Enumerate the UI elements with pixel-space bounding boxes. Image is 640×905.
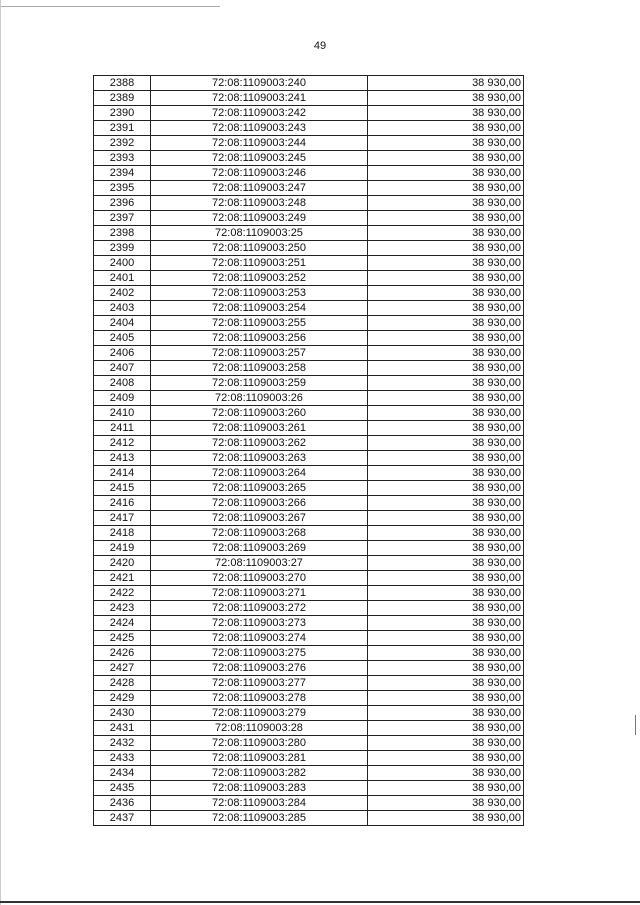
cadastral-number-cell: 72:08:1109003:240 [151, 76, 368, 91]
cadastral-number-cell: 72:08:1109003:284 [151, 796, 368, 811]
cadastral-number-cell: 72:08:1109003:253 [151, 286, 368, 301]
table-row [94, 571, 524, 586]
table-row [94, 406, 524, 421]
cadastral-number-cell: 72:08:1109003:281 [151, 751, 368, 766]
table-row [94, 781, 524, 796]
amount-cell: 38 930,00 [368, 736, 524, 751]
amount-cell: 38 930,00 [368, 586, 524, 601]
cadastral-number-cell: 72:08:1109003:267 [151, 511, 368, 526]
amount-cell: 38 930,00 [368, 421, 524, 436]
amount-cell: 38 930,00 [368, 751, 524, 766]
table-row [94, 556, 524, 571]
amount-cell: 38 930,00 [368, 256, 524, 271]
amount-cell: 38 930,00 [368, 121, 524, 136]
table-row [94, 766, 524, 781]
cadastral-number-cell: 72:08:1109003:25 [151, 226, 368, 241]
table-row [94, 706, 524, 721]
cadastral-number-cell: 72:08:1109003:276 [151, 661, 368, 676]
row-index-cell: 2423 [94, 601, 151, 616]
amount-cell: 38 930,00 [368, 571, 524, 586]
amount-cell: 38 930,00 [368, 406, 524, 421]
table-row [94, 616, 524, 631]
row-index-cell: 2397 [94, 211, 151, 226]
cadastral-number-cell: 72:08:1109003:260 [151, 406, 368, 421]
row-index-cell: 2426 [94, 646, 151, 661]
scan-edge-bottom [0, 901, 640, 903]
amount-cell: 38 930,00 [368, 376, 524, 391]
cadastral-number-cell: 72:08:1109003:270 [151, 571, 368, 586]
row-index-cell: 2402 [94, 286, 151, 301]
table-row [94, 76, 524, 91]
amount-cell: 38 930,00 [368, 316, 524, 331]
row-index-cell: 2388 [94, 76, 151, 91]
row-index-cell: 2413 [94, 451, 151, 466]
row-index-cell: 2430 [94, 706, 151, 721]
amount-cell: 38 930,00 [368, 631, 524, 646]
amount-cell: 38 930,00 [368, 781, 524, 796]
row-index-cell: 2408 [94, 376, 151, 391]
table-row [94, 421, 524, 436]
row-index-cell: 2436 [94, 796, 151, 811]
cadastral-number-cell: 72:08:1109003:283 [151, 781, 368, 796]
row-index-cell: 2410 [94, 406, 151, 421]
table-row [94, 166, 524, 181]
row-index-cell: 2393 [94, 151, 151, 166]
cadastral-number-cell: 72:08:1109003:282 [151, 766, 368, 781]
scan-edge-left [0, 0, 1, 905]
cadastral-number-cell: 72:08:1109003:248 [151, 196, 368, 211]
table-row [94, 391, 524, 406]
amount-cell: 38 930,00 [368, 226, 524, 241]
table-row [94, 586, 524, 601]
table-row [94, 181, 524, 196]
row-index-cell: 2422 [94, 586, 151, 601]
row-index-cell: 2415 [94, 481, 151, 496]
cadastral-number-cell: 72:08:1109003:262 [151, 436, 368, 451]
cadastral-number-cell: 72:08:1109003:264 [151, 466, 368, 481]
cadastral-number-cell: 72:08:1109003:247 [151, 181, 368, 196]
amount-cell: 38 930,00 [368, 391, 524, 406]
cadastral-number-cell: 72:08:1109003:27 [151, 556, 368, 571]
cadastral-number-cell: 72:08:1109003:256 [151, 331, 368, 346]
row-index-cell: 2411 [94, 421, 151, 436]
row-index-cell: 2414 [94, 466, 151, 481]
amount-cell: 38 930,00 [368, 361, 524, 376]
cadastral-number-cell: 72:08:1109003:28 [151, 721, 368, 736]
amount-cell: 38 930,00 [368, 721, 524, 736]
table-row [94, 316, 524, 331]
table-row [94, 136, 524, 151]
cadastral-number-cell: 72:08:1109003:245 [151, 151, 368, 166]
cadastral-number-cell: 72:08:1109003:246 [151, 166, 368, 181]
row-index-cell: 2400 [94, 256, 151, 271]
amount-cell: 38 930,00 [368, 241, 524, 256]
row-index-cell: 2406 [94, 346, 151, 361]
amount-cell: 38 930,00 [368, 196, 524, 211]
cadastral-number-cell: 72:08:1109003:271 [151, 586, 368, 601]
table-row [94, 196, 524, 211]
table-row [94, 241, 524, 256]
row-index-cell: 2425 [94, 631, 151, 646]
row-index-cell: 2437 [94, 811, 151, 826]
table-row [94, 811, 524, 826]
table-row [94, 796, 524, 811]
cadastral-number-cell: 72:08:1109003:244 [151, 136, 368, 151]
cadastral-number-cell: 72:08:1109003:275 [151, 646, 368, 661]
row-index-cell: 2433 [94, 751, 151, 766]
amount-cell: 38 930,00 [368, 211, 524, 226]
amount-cell: 38 930,00 [368, 661, 524, 676]
row-index-cell: 2421 [94, 571, 151, 586]
page-number: 49 [313, 40, 327, 52]
row-index-cell: 2401 [94, 271, 151, 286]
cadastral-number-cell: 72:08:1109003:280 [151, 736, 368, 751]
table-row [94, 541, 524, 556]
row-index-cell: 2399 [94, 241, 151, 256]
table-row [94, 361, 524, 376]
cadastral-number-cell: 72:08:1109003:266 [151, 496, 368, 511]
row-index-cell: 2424 [94, 616, 151, 631]
table-row [94, 91, 524, 106]
cadastral-number-cell: 72:08:1109003:249 [151, 211, 368, 226]
cadastral-number-cell: 72:08:1109003:261 [151, 421, 368, 436]
scan-edge-top [0, 6, 220, 7]
cadastral-number-cell: 72:08:1109003:243 [151, 121, 368, 136]
cadastral-number-cell: 72:08:1109003:255 [151, 316, 368, 331]
amount-cell: 38 930,00 [368, 151, 524, 166]
amount-cell: 38 930,00 [368, 646, 524, 661]
table-row [94, 721, 524, 736]
amount-cell: 38 930,00 [368, 526, 524, 541]
row-index-cell: 2407 [94, 361, 151, 376]
row-index-cell: 2417 [94, 511, 151, 526]
amount-cell: 38 930,00 [368, 706, 524, 721]
amount-cell: 38 930,00 [368, 91, 524, 106]
cadastral-number-cell: 72:08:1109003:272 [151, 601, 368, 616]
cadastral-number-cell: 72:08:1109003:285 [151, 811, 368, 826]
amount-cell: 38 930,00 [368, 436, 524, 451]
table-row [94, 286, 524, 301]
amount-cell: 38 930,00 [368, 541, 524, 556]
table-row [94, 256, 524, 271]
amount-cell: 38 930,00 [368, 496, 524, 511]
row-index-cell: 2431 [94, 721, 151, 736]
table-row [94, 211, 524, 226]
cadastral-number-cell: 72:08:1109003:250 [151, 241, 368, 256]
table-row [94, 436, 524, 451]
cadastral-number-cell: 72:08:1109003:265 [151, 481, 368, 496]
table-row [94, 271, 524, 286]
table-row [94, 301, 524, 316]
table-row [94, 151, 524, 166]
table-row [94, 601, 524, 616]
table-row [94, 496, 524, 511]
amount-cell: 38 930,00 [368, 676, 524, 691]
row-index-cell: 2409 [94, 391, 151, 406]
cadastral-number-cell: 72:08:1109003:258 [151, 361, 368, 376]
amount-cell: 38 930,00 [368, 601, 524, 616]
row-index-cell: 2398 [94, 226, 151, 241]
cadastral-number-cell: 72:08:1109003:268 [151, 526, 368, 541]
cadastral-number-cell: 72:08:1109003:263 [151, 451, 368, 466]
row-index-cell: 2419 [94, 541, 151, 556]
row-index-cell: 2416 [94, 496, 151, 511]
cadastral-number-cell: 72:08:1109003:259 [151, 376, 368, 391]
table-row [94, 346, 524, 361]
cadastral-number-cell: 72:08:1109003:269 [151, 541, 368, 556]
cadastral-number-cell: 72:08:1109003:278 [151, 691, 368, 706]
amount-cell: 38 930,00 [368, 166, 524, 181]
row-index-cell: 2391 [94, 121, 151, 136]
row-index-cell: 2404 [94, 316, 151, 331]
row-index-cell: 2412 [94, 436, 151, 451]
table-row [94, 331, 524, 346]
scan-edge-right [635, 715, 636, 735]
row-index-cell: 2389 [94, 91, 151, 106]
amount-cell: 38 930,00 [368, 466, 524, 481]
cadastral-number-cell: 72:08:1109003:277 [151, 676, 368, 691]
cadastral-number-cell: 72:08:1109003:252 [151, 271, 368, 286]
amount-cell: 38 930,00 [368, 301, 524, 316]
amount-cell: 38 930,00 [368, 76, 524, 91]
cadastral-number-cell: 72:08:1109003:242 [151, 106, 368, 121]
row-index-cell: 2405 [94, 331, 151, 346]
table-row [94, 451, 524, 466]
table-row [94, 661, 524, 676]
amount-cell: 38 930,00 [368, 766, 524, 781]
amount-cell: 38 930,00 [368, 181, 524, 196]
table-row [94, 526, 524, 541]
amount-cell: 38 930,00 [368, 136, 524, 151]
row-index-cell: 2418 [94, 526, 151, 541]
row-index-cell: 2395 [94, 181, 151, 196]
row-index-cell: 2428 [94, 676, 151, 691]
row-index-cell: 2429 [94, 691, 151, 706]
amount-cell: 38 930,00 [368, 106, 524, 121]
row-index-cell: 2434 [94, 766, 151, 781]
amount-cell: 38 930,00 [368, 481, 524, 496]
cadastral-number-cell: 72:08:1109003:274 [151, 631, 368, 646]
cadastral-number-cell: 72:08:1109003:257 [151, 346, 368, 361]
table-container [93, 75, 524, 826]
table-row [94, 676, 524, 691]
cadastral-number-cell: 72:08:1109003:251 [151, 256, 368, 271]
row-index-cell: 2432 [94, 736, 151, 751]
table-row [94, 466, 524, 481]
amount-cell: 38 930,00 [368, 691, 524, 706]
row-index-cell: 2403 [94, 301, 151, 316]
cadastral-number-cell: 72:08:1109003:241 [151, 91, 368, 106]
amount-cell: 38 930,00 [368, 811, 524, 826]
table-row [94, 631, 524, 646]
table-row [94, 691, 524, 706]
amount-cell: 38 930,00 [368, 331, 524, 346]
table-row [94, 646, 524, 661]
amount-cell: 38 930,00 [368, 286, 524, 301]
amount-cell: 38 930,00 [368, 346, 524, 361]
row-index-cell: 2392 [94, 136, 151, 151]
parcel-table [93, 75, 524, 826]
amount-cell: 38 930,00 [368, 616, 524, 631]
row-index-cell: 2420 [94, 556, 151, 571]
amount-cell: 38 930,00 [368, 271, 524, 286]
cadastral-number-cell: 72:08:1109003:254 [151, 301, 368, 316]
amount-cell: 38 930,00 [368, 451, 524, 466]
table-row [94, 481, 524, 496]
row-index-cell: 2435 [94, 781, 151, 796]
row-index-cell: 2394 [94, 166, 151, 181]
amount-cell: 38 930,00 [368, 556, 524, 571]
row-index-cell: 2390 [94, 106, 151, 121]
table-row [94, 736, 524, 751]
table-row [94, 511, 524, 526]
table-row [94, 376, 524, 391]
table-row [94, 226, 524, 241]
row-index-cell: 2396 [94, 196, 151, 211]
cadastral-number-cell: 72:08:1109003:279 [151, 706, 368, 721]
amount-cell: 38 930,00 [368, 796, 524, 811]
table-body [94, 76, 524, 826]
cadastral-number-cell: 72:08:1109003:26 [151, 391, 368, 406]
row-index-cell: 2427 [94, 661, 151, 676]
amount-cell: 38 930,00 [368, 511, 524, 526]
table-row [94, 106, 524, 121]
cadastral-number-cell: 72:08:1109003:273 [151, 616, 368, 631]
table-row [94, 121, 524, 136]
table-row [94, 751, 524, 766]
